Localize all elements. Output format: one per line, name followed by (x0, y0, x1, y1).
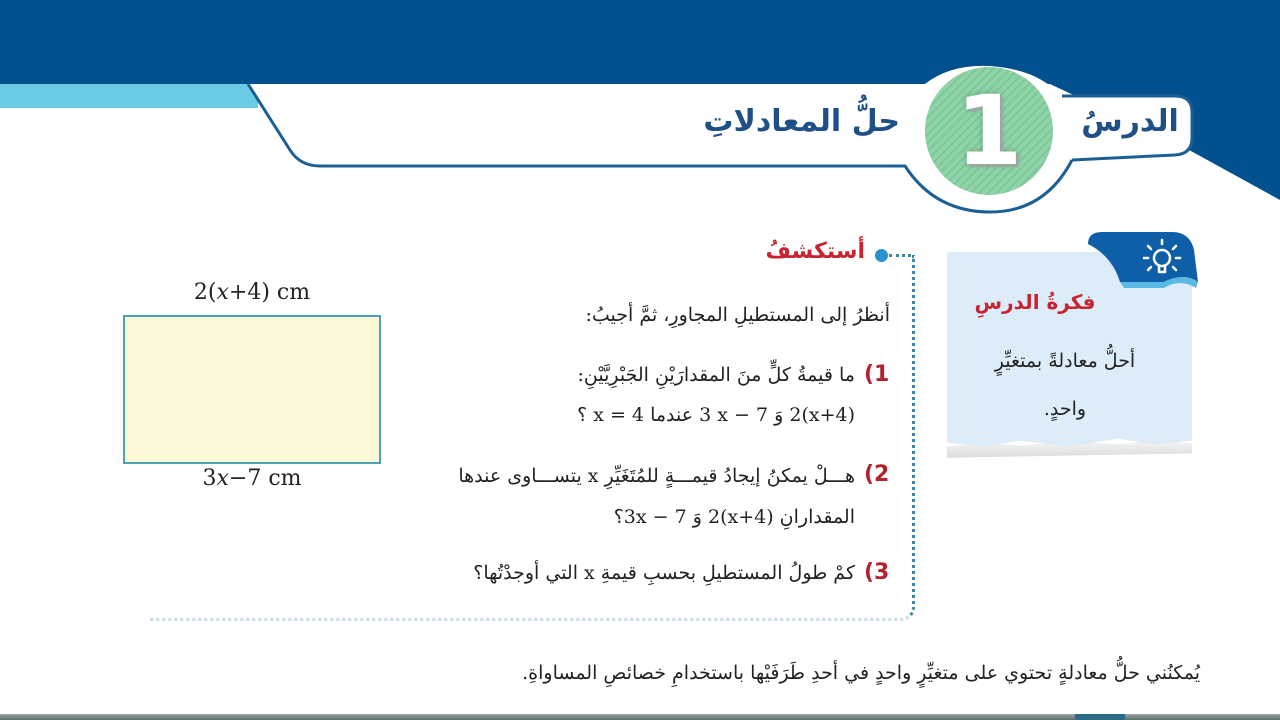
explore-bullet-icon (875, 249, 888, 262)
explore-intro: أنظرُ إلى المستطيلِ المجاورِ، ثمَّ أجيبُ: (585, 304, 890, 326)
question-1-number: (1 (864, 362, 890, 387)
question-3-line1: كمْ طولُ المستطيلِ بحسبِ قيمةِ x التي أوجدْتُها؟ (473, 562, 855, 584)
lesson-idea-body: أحلُّ معادلةً بمتغيِّرٍ واحدٍ. (994, 350, 1136, 420)
question-3-number: (3 (864, 560, 890, 585)
question-1-line2: 2(x+4) وَ 3 x − 7 عندما x = 4 ؟ (577, 404, 855, 426)
lesson-label: الدرسُ (1081, 104, 1179, 139)
lesson-number-badge: 1 (955, 75, 1023, 187)
bottom-divider-accent (1075, 714, 1125, 720)
rectangle-bottom-label: 3x−7 cm (202, 466, 302, 491)
lesson-idea-title: فكرةُ الدرسِ (974, 290, 1096, 314)
explore-heading: أستكشفُ (765, 239, 865, 264)
lesson-title: حلُّ المعادلاتِ (703, 104, 900, 139)
question-2-line1: هـــلْ يمكنُ إيجادُ قيمـــةٍ للمُتَغَيِّرِ x يتســـاوى عندها (458, 465, 855, 487)
rectangle-top-label: 2(x+4) cm (193, 280, 311, 305)
lightbulb-icon (1080, 226, 1200, 290)
question-2-number: (2 (864, 462, 890, 487)
explore-connector (889, 254, 911, 258)
question-2-line2: المقدارانِ 2(x+4) وَ 3x − 7؟ (613, 506, 855, 528)
lesson-objective-note: يُمكنُني حلُّ معادلةٍ تحتوي على متغيِّرٍ واحدٍ في أحدِ طَرَفَيْها باستخدامِ خصائصِ المساواةِ. (522, 662, 1200, 684)
question-1-line1: ما قيمةُ كلٍّ منَ المقدارَيْنِ الجَبْرِيَّيْنِ: (577, 364, 855, 386)
